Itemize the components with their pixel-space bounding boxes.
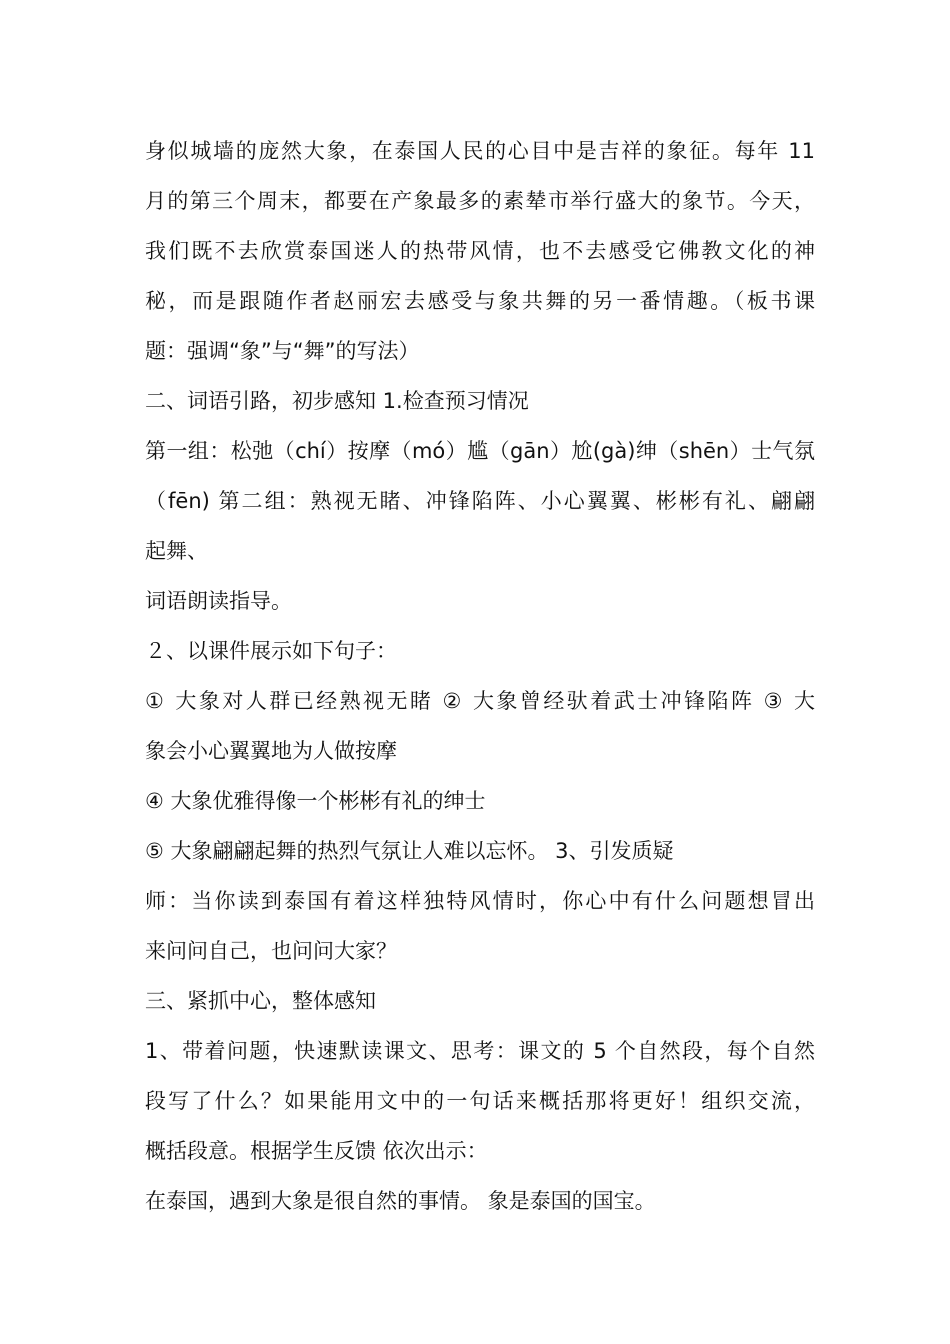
- text-line: 段写了什么？如果能用文中的一句话来概括那将更好！组织交流，: [145, 1089, 815, 1113]
- text-line: 题：强调“象”与“舞”的写法）: [145, 339, 420, 363]
- text-line: 月的第三个周末，都要在产象最多的素辇市举行盛大的象节。今天，: [145, 189, 815, 213]
- text-line: 在泰国，遇到大象是很自然的事情。 象是泰国的国宝。: [145, 1189, 656, 1213]
- sentence-item: 象会小心翼翼地为人做按摩: [145, 739, 397, 763]
- section-heading: 三、紧抓中心，整体感知: [145, 989, 376, 1013]
- sentence-item: ④ 大象优雅得像一个彬彬有礼的绅士: [145, 789, 486, 813]
- section-heading: 二、词语引路，初步感知 1.检查预习情况: [145, 389, 529, 413]
- document-body: [145, 126, 815, 1226]
- sentence-item: ⑤ 大象翩翩起舞的热烈气氛让人难以忘怀。 3、引发质疑: [145, 839, 674, 863]
- text-line: ２、以课件展示如下句子：: [145, 639, 397, 663]
- text-line: 来问问自己，也问问大家？: [145, 939, 397, 963]
- sentence-item: ① 大象对人群已经熟视无睹 ② 大象曾经驮着武士冲锋陷阵 ③ 大: [145, 689, 815, 713]
- text-line: 第一组：松弛（chí）按摩（mó）尴（gān）尬(gà)绅（shēn）士气氛: [145, 439, 815, 463]
- text-line: 概括段意。根据学生反馈 依次出示：: [145, 1139, 488, 1163]
- text-line: 1、带着问题，快速默读课文、思考：课文的 5 个自然段，每个自然: [145, 1039, 815, 1063]
- text-line: 我们既不去欣赏泰国迷人的热带风情，也不去感受它佛教文化的神: [145, 239, 815, 263]
- text-line: （fēn) 第二组：熟视无睹、冲锋陷阵、小心翼翼、彬彬有礼、翩翩: [145, 489, 815, 513]
- text-line: 师：当你读到泰国有着这样独特风情时，你心中有什么问题想冒出: [145, 889, 815, 913]
- text-line: 秘，而是跟随作者赵丽宏去感受与象共舞的另一番情趣。（板书课: [145, 289, 815, 313]
- text-line: 词语朗读指导。: [145, 589, 292, 613]
- text-line: 身似城墙的庞然大象，在泰国人民的心目中是吉祥的象征。每年 11: [145, 139, 815, 163]
- text-line: 起舞、: [145, 539, 208, 563]
